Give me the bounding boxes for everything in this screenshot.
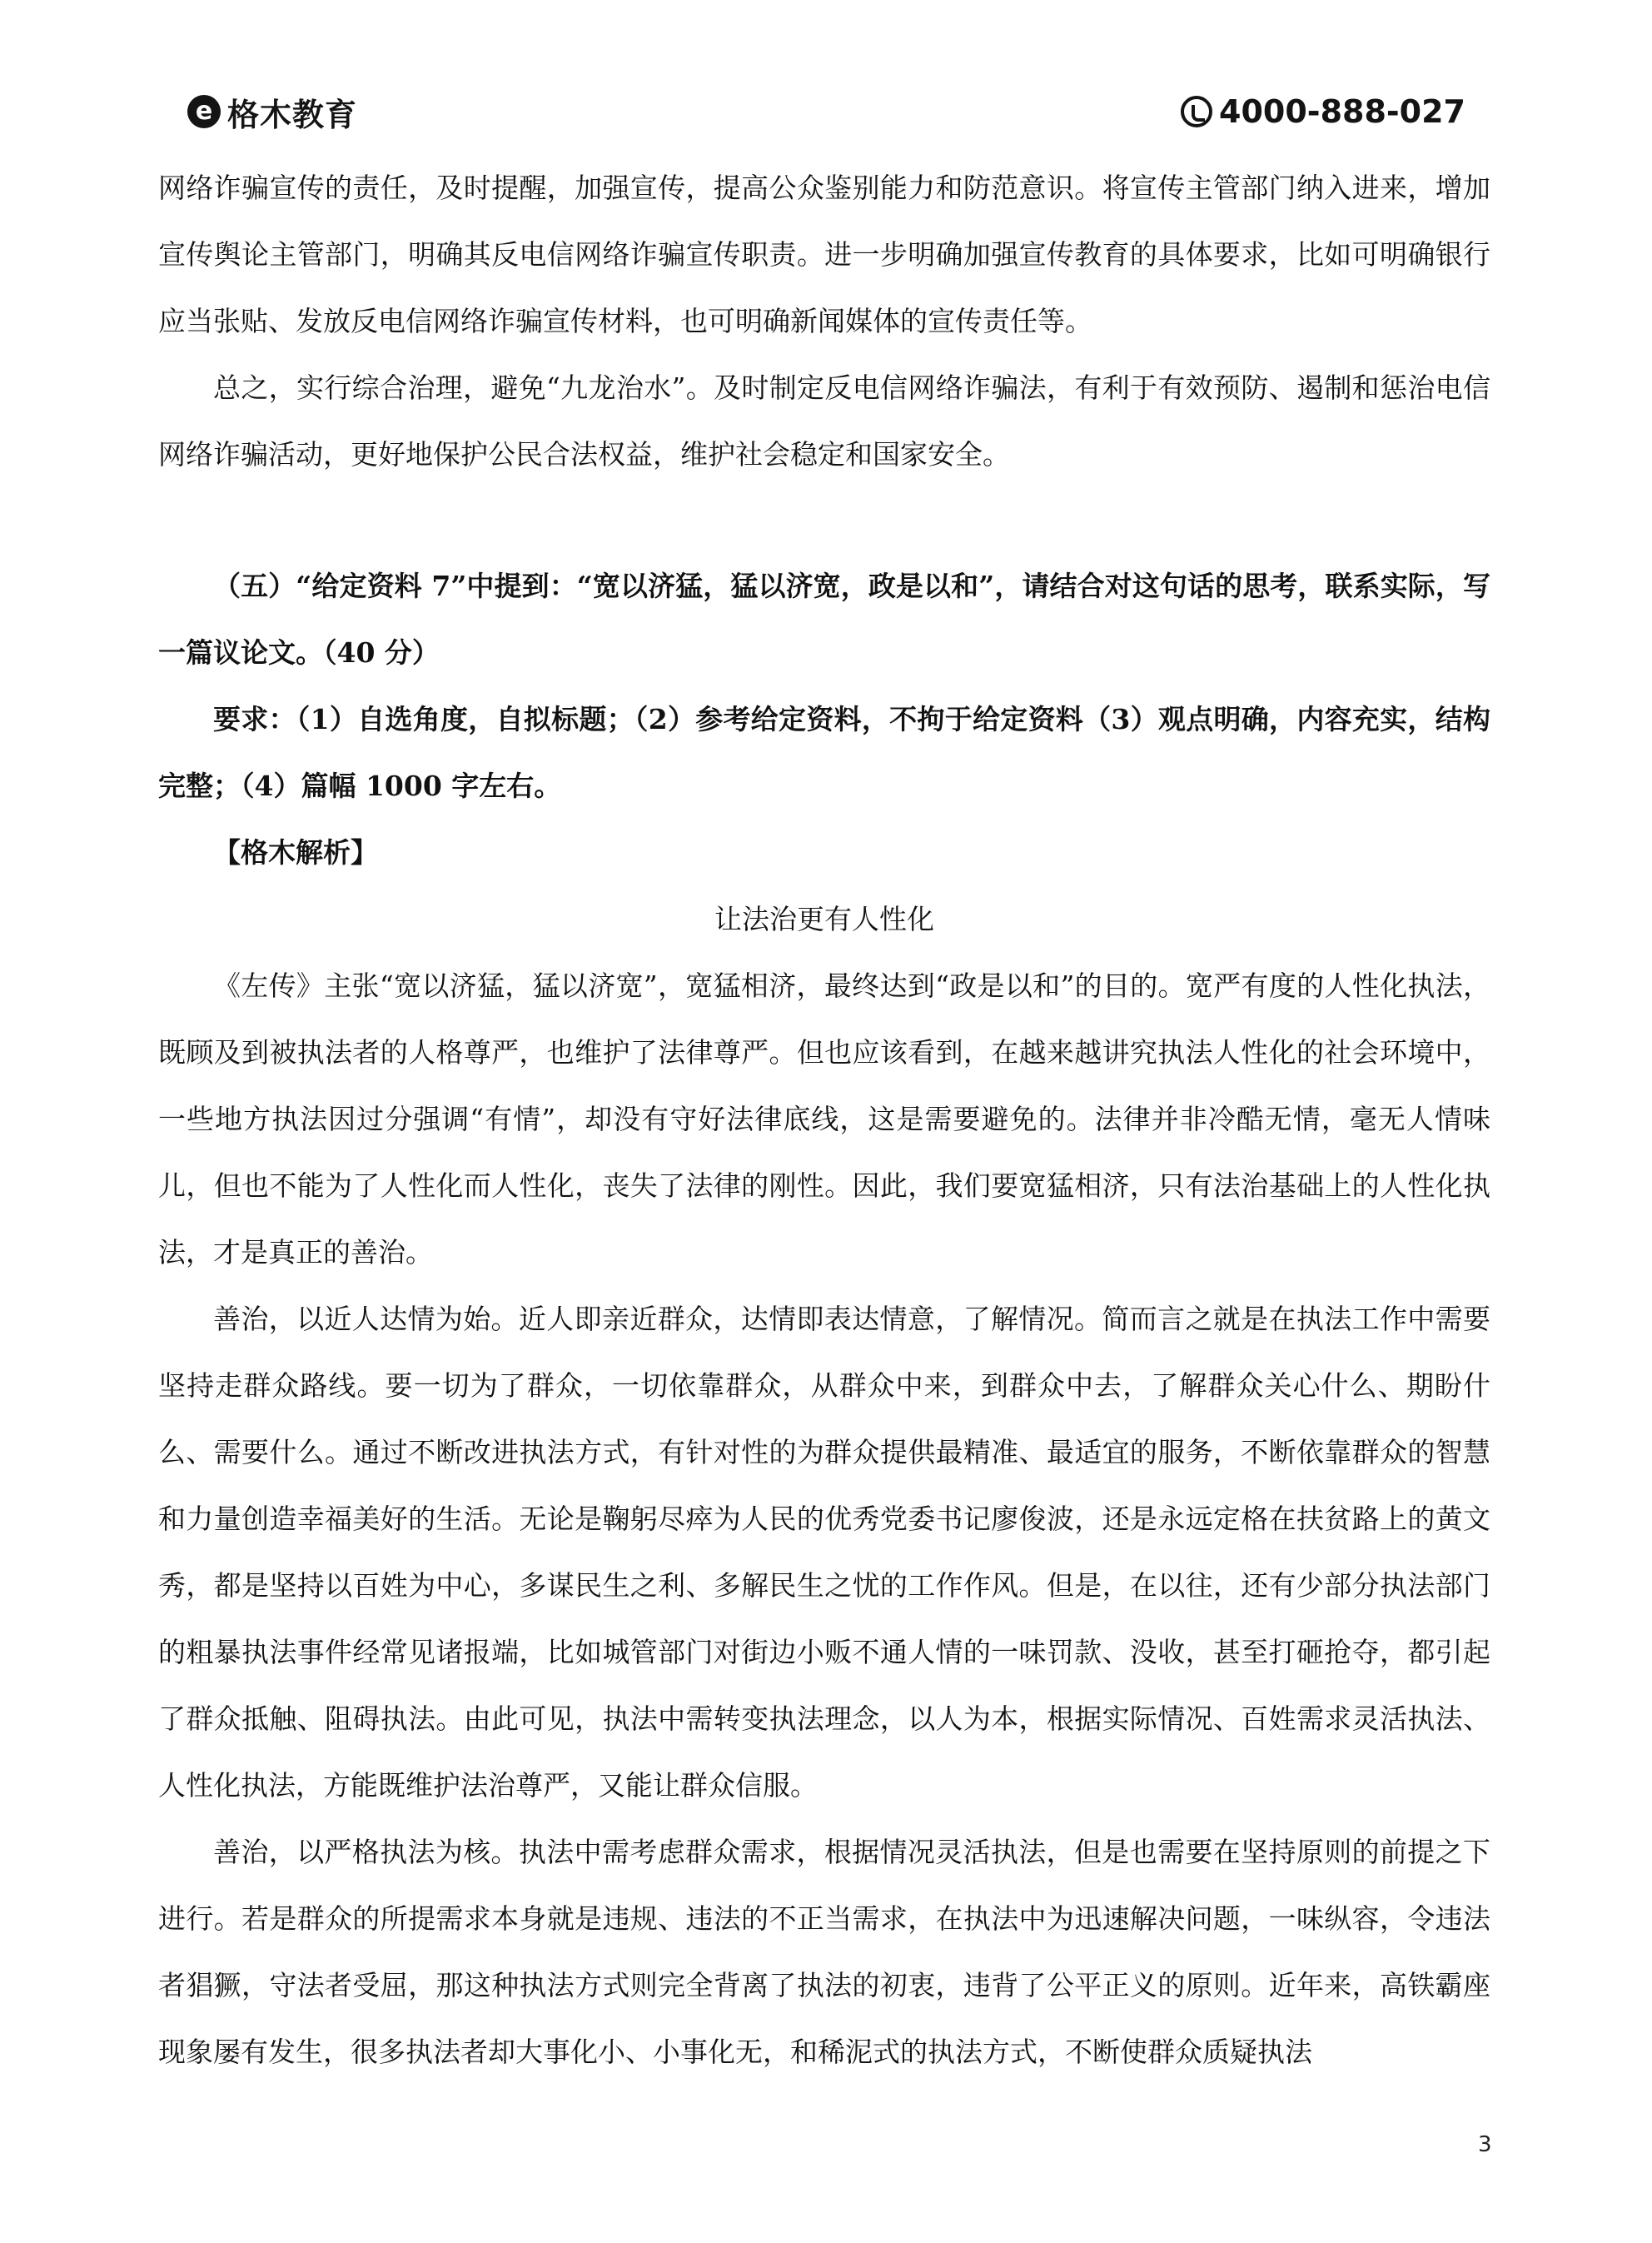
paragraph-summary: 总之，实行综合治理，避免“九龙治水”。及时制定反电信网络诈骗法，有利于有效预防、遏制和惩治电信网络诈骗活动，更好地保护公民合法权益，维护社会稳定和国家安全。 <box>158 371 1490 471</box>
page-header <box>187 87 1465 137</box>
brand-logo <box>187 87 357 137</box>
hotline <box>1181 87 1465 137</box>
spacer <box>158 488 1490 553</box>
essay-title: 让法治更有人性化 <box>714 903 934 935</box>
document-body <box>158 155 1490 2086</box>
question-prompt: （五）“给定资料 7”中提到：“宽以济猛，猛以济宽，政是以和”，请结合对这句话的思考，联系实际，写一篇议论文。（40 分） <box>158 570 1490 669</box>
brand-e-icon: e <box>187 95 221 128</box>
brand-name: 格木教育 <box>227 96 358 133</box>
essay-paragraph: 善治，以近人达情为始。近人即亲近群众，达情即表达情意，了解情况。简而言之就是在执法工作中需要坚持走群众路线。要一切为了群众，一切依靠群众，从群众中来，到群众中去，了解群众关心什么、期盼什么、需要什么。通过不断改进执法方式，有针对性的为群众提供最精准、最适宜的服务，不断依靠群众的智慧和力量创造幸福美好的生活。无论是鞠躬尽瘁为人民的优秀党委书记廖俊波，还是永远定格在扶贫路上的黄文秀，都是坚持以百姓为中心，多谋民生之利、多解民生之忧的工作作风。但是，在以往，还有少部分执法部门的粗暴执法事件经常见诸报端，比如城管部门对街边小贩不通人情的一味罚款、没收，甚至打砸抢夺，都引起了群众抵触、阻碍执法。由此可见，执法中需转变执法理念，以人为本，根据实际情况、百姓需求灵活执法、人性化执法，方能既维护法治尊严，又能让群众信服。 <box>158 1303 1490 1802</box>
page-number: 3 <box>1478 2132 1492 2157</box>
paragraph-continued: 网络诈骗宣传的责任，及时提醒，加强宣传，提高公众鉴别能力和防范意识。将宣传主管部门纳入进来，增加宣传舆论主管部门，明确其反电信网络诈骗宣传职责。进一步明确加强宣传教育的具体要求，比如可明确银行应当张贴、发放反电信网络诈骗宣传材料，也可明确新闻媒体的宣传责任等。 <box>158 172 1490 337</box>
essay-paragraph: 《左传》主张“宽以济猛，猛以济宽”，宽猛相济，最终达到“政是以和”的目的。宽严有度的人性化执法，既顾及到被执法者的人格尊严，也维护了法律尊严。但也应该看到，在越来越讲究执法人性化的社会环境中，一些地方执法因过分强调“有情”，却没有守好法律底线，这是需要避免的。法律并非冷酷无情，毫无人情味儿，但也不能为了人性化而人性化，丧失了法律的刚性。因此，我们要宽猛相济，只有法治基础上的人性化执法，才是真正的善治。 <box>158 969 1490 1269</box>
question-requirements: 要求：（1）自选角度，自拟标题；（2）参考给定资料，不拘于给定资料（3）观点明确，内容充实，结构完整；（4）篇幅 1000 字左右。 <box>158 703 1490 802</box>
phone-icon <box>1181 96 1212 127</box>
essay-paragraph: 善治，以严格执法为核。执法中需考虑群众需求，根据情况灵活执法，但是也需要在坚持原则的前提之下进行。若是群众的所提需求本身就是违规、违法的不正当需求，在执法中为迅速解决问题，一味纵容，令违法者猖獗，守法者受屈，那这种执法方式则完全背离了执法的初衷，违背了公平正义的原则。近年来，高铁霸座现象屡有发生，很多执法者却大事化小、小事化无，和稀泥式的执法方式，不断使群众质疑执法 <box>158 1836 1490 2068</box>
hotline-number: 4000-888-027 <box>1219 93 1465 130</box>
analysis-label: 【格木解析】 <box>213 836 378 869</box>
